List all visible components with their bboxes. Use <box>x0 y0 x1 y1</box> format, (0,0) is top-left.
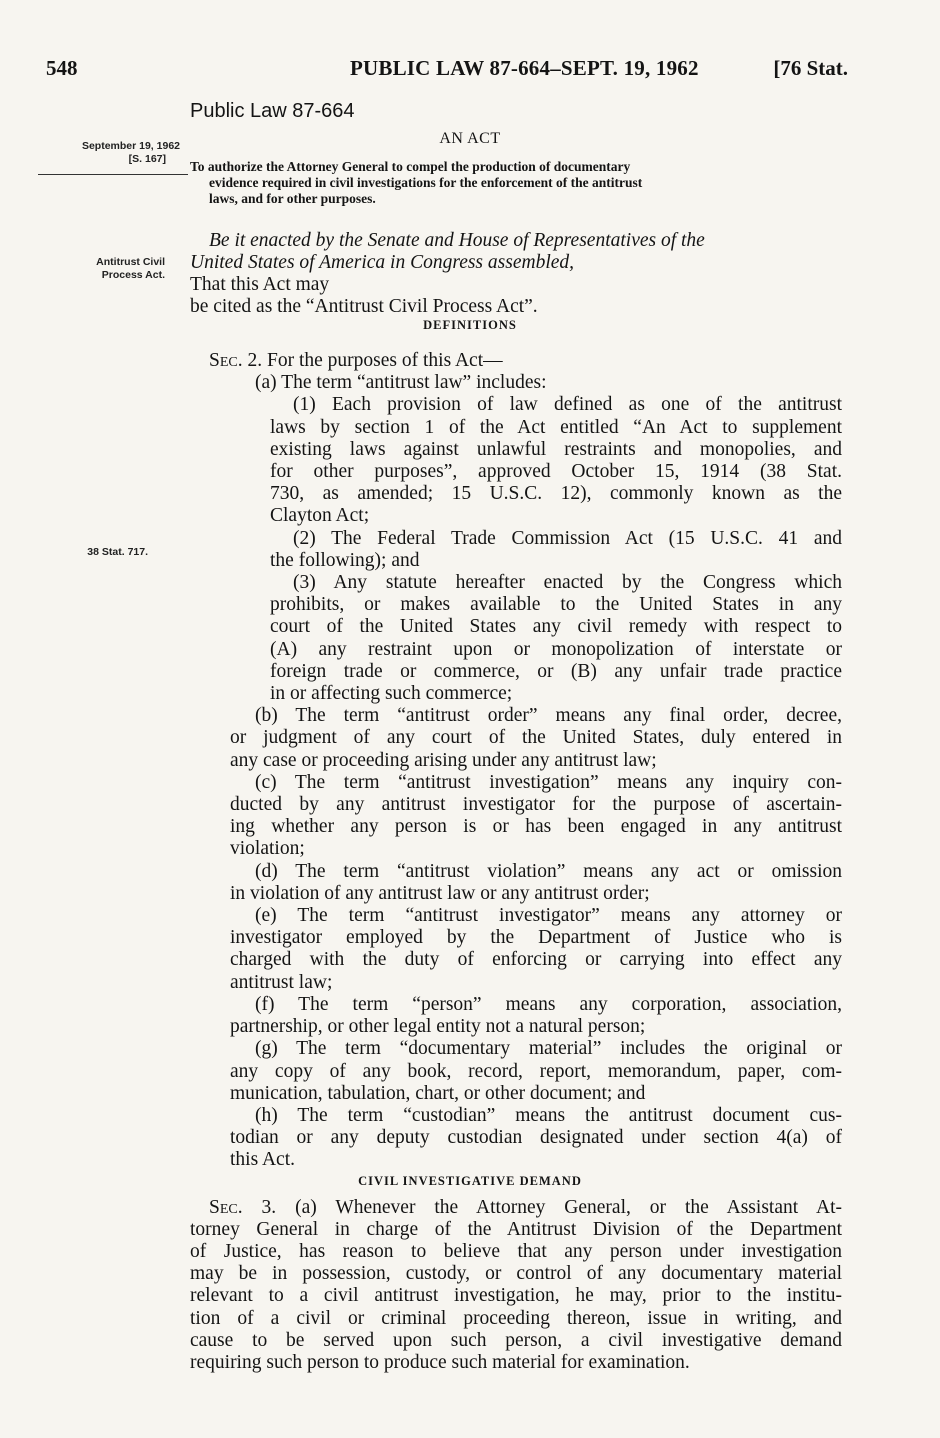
section-3-line: relevant to a civil antitrust investigation, he may, prior to the institu- <box>190 1285 842 1307</box>
section-2-line: Clayton Act; <box>270 505 370 527</box>
enacting-line-1: Be it enacted by the Senate and House of Representatives of the <box>209 230 705 251</box>
section-3-label: Sec. 3. <box>209 1196 277 1218</box>
section-2-line: any copy of any book, record, report, memorandum, paper, com- <box>230 1060 842 1082</box>
section-2-line: in or affecting such commerce; <box>270 683 513 705</box>
law-title: Public Law 87-664 <box>190 100 355 122</box>
section-2-line: (A) any restraint upon or monopolization of interstate or <box>270 638 842 660</box>
section-2-line: 730, as amended; 15 U.S.C. 12), commonly known as the <box>270 483 842 505</box>
page-number: 548 <box>46 56 78 80</box>
section-2-line: for other purposes”, approved October 15, 1914 (38 Stat. <box>270 461 842 483</box>
margin-date: September 19, 1962 <box>81 140 180 152</box>
civil-investigative-demand-heading: CIVIL INVESTIGATIVE DEMAND <box>358 1173 582 1188</box>
purpose-line: To authorize the Attorney General to compel the production of documentary <box>190 159 631 174</box>
section-2-line: (d) The term “antitrust violation” means any act or omission <box>255 860 842 882</box>
section-2-line: antitrust law; <box>230 971 333 993</box>
section-2-line: partnership, or other legal entity not a natural person; <box>230 1016 646 1038</box>
section-3-line: may be in possession, custody, or control of any documentary material <box>190 1263 842 1285</box>
enacting-clause <box>190 230 842 318</box>
section-3-line: tion of a civil or criminal proceeding thereon, issue in writing, and <box>190 1307 842 1329</box>
enacting-line-2 <box>190 252 842 296</box>
purpose-line: laws, and for other purposes. <box>209 191 376 206</box>
section-3-line: cause to be served upon such person, a civil investigative demand <box>190 1329 842 1351</box>
margin-rule <box>38 174 188 175</box>
section-2-line: munication, tabulation, chart, or other document; and <box>230 1082 646 1104</box>
margin-short-title-2: Process Act. <box>101 269 165 282</box>
section-2-line: court of the United States any civil remedy with respect to <box>270 616 842 638</box>
section-2-line: foreign trade or commerce, or (B) any unfair trade practice <box>270 660 842 682</box>
margin-short-title-note <box>20 256 165 282</box>
margin-stat-ref: 38 Stat. 717. <box>87 546 148 558</box>
section-2-line: existing laws against unlawful restraints and monopolies, and <box>270 438 842 460</box>
section-3-line: requiring such person to produce such material for examination. <box>190 1351 690 1373</box>
header-title: PUBLIC LAW 87-664–SEPT. 19, 1962 <box>350 56 699 80</box>
section-2-line: (3) Any statute hereafter enacted by the Congress which <box>293 572 842 594</box>
section-2-line: the following); and <box>270 549 420 571</box>
margin-date-note <box>20 140 180 166</box>
section-2-label: Sec. 2. <box>209 350 263 371</box>
section-2-line: (2) The Federal Trade Commission Act (15 U.S.C. 41 and <box>293 527 842 549</box>
enacting-line-3: be cited as the “Antitrust Civil Process Act”. <box>190 296 538 317</box>
definitions-heading: DEFINITIONS <box>423 318 517 332</box>
enacting-line-2-italic: United States of America in Congress assembled, <box>190 252 575 273</box>
section-2-line: ing whether any person is or has been engaged in any antitrust <box>230 816 842 838</box>
section-2-line: ducted by any antitrust investigator for the purpose of ascertain- <box>230 794 842 816</box>
section-2-line: charged with the duty of enforcing or carrying into effect any <box>230 949 842 971</box>
running-header <box>38 52 848 86</box>
enacting-line-2-rest: That this Act may <box>190 274 330 295</box>
margin-bill: [S. 167] <box>128 153 166 166</box>
section-2-line: (f) The term “person” means any corporation, association, <box>255 993 842 1015</box>
margin-short-title-1: Antitrust Civil <box>96 256 165 268</box>
section-2-line: (a) The term “antitrust law” includes: <box>255 372 547 394</box>
section-2-line: violation; <box>230 838 305 860</box>
section-3-line-text: (a) Whenever the Attorney General, or the Assistant At- <box>276 1196 842 1218</box>
section-2-line: (h) The term “custodian” means the antitrust document cus- <box>255 1104 842 1126</box>
purpose-line: evidence required in civil investigations for the enforcement of the antitrust <box>209 175 643 190</box>
act-heading: AN ACT <box>439 130 501 147</box>
section-2-line: (g) The term “documentary material” includes the original or <box>255 1038 842 1060</box>
section-2-line: this Act. <box>230 1149 296 1171</box>
section-2-line: investigator employed by the Department of Justice who is <box>230 927 842 949</box>
section-3-line <box>190 1197 842 1219</box>
section-2 <box>190 350 842 1172</box>
header-stat-volume: [76 Stat. <box>773 56 848 80</box>
section-2-line <box>190 350 842 372</box>
section-2-line: laws by section 1 of the Act entitled “An Act to supplement <box>270 416 842 438</box>
section-2-line: (b) The term “antitrust order” means any final order, decree, <box>255 705 842 727</box>
section-3-line: torney General in charge of the Antitrust Division of the Department <box>190 1218 842 1240</box>
section-2-line-text: For the purposes of this Act— <box>262 350 503 371</box>
section-2-line: todian or any deputy custodian designated under section 4(a) of <box>230 1127 842 1149</box>
section-3-line: of Justice, has reason to believe that any person under investigation <box>190 1240 842 1262</box>
section-2-line: any case or proceeding arising under any antitrust law; <box>230 749 657 771</box>
section-2-line: in violation of any antitrust law or any antitrust order; <box>230 882 650 904</box>
section-2-line: (c) The term “antitrust investigation” means any inquiry con- <box>255 771 842 793</box>
act-purpose <box>190 159 840 207</box>
section-2-line: (e) The term “antitrust investigator” means any attorney or <box>255 905 842 927</box>
section-2-line: prohibits, or makes available to the United States in any <box>270 594 842 616</box>
section-2-line: or judgment of any court of the United States, duly entered in <box>230 727 842 749</box>
section-3 <box>190 1197 842 1375</box>
section-2-line: (1) Each provision of law defined as one of the antitrust <box>293 394 842 416</box>
